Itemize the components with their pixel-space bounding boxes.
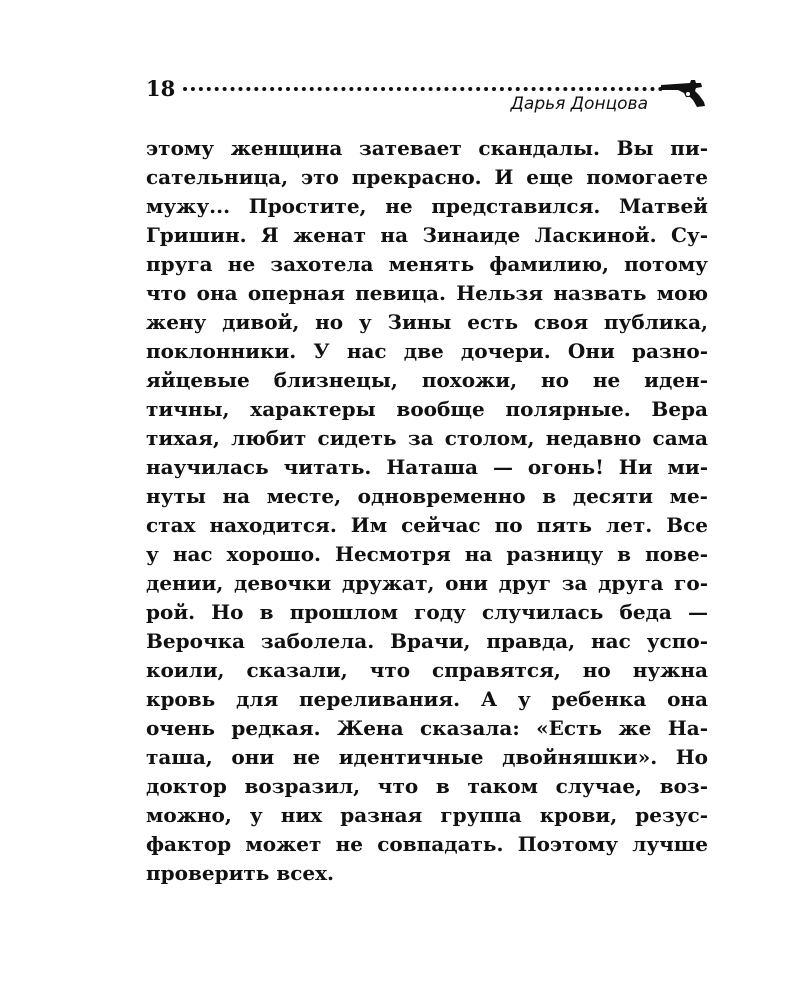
text-line: коили, сказали, что справятся, но нужна bbox=[146, 658, 708, 682]
text-line: нуты на месте, одновременно в десяти ме- bbox=[146, 484, 708, 508]
text-line: этому женщина затевает скандалы. Вы пи- bbox=[146, 136, 708, 160]
page-number: 18 bbox=[146, 76, 176, 101]
body-text bbox=[146, 134, 708, 888]
text-line: тихая, любит сидеть за столом, недавно сама bbox=[146, 426, 708, 450]
text-line: пруга не захотела менять фамилию, потому bbox=[146, 252, 708, 276]
text-line: стах находится. Им сейчас по пять лет. Все bbox=[146, 513, 708, 537]
text-line: дении, девочки дружат, они друг за друга го- bbox=[146, 571, 708, 595]
text-line: научилась читать. Наташа — огонь! Ни ми- bbox=[146, 455, 708, 479]
text-line: Гришин. Я женат на Зинаиде Ласкиной. Су- bbox=[146, 223, 708, 247]
revolver-icon bbox=[660, 76, 708, 108]
text-line: сательница, это прекрасно. И еще помогаете bbox=[146, 165, 708, 189]
text-line: проверить всех. bbox=[146, 861, 335, 885]
text-line: фактор может не совпадать. Поэтому лучше bbox=[146, 832, 708, 856]
text-line: Верочка заболела. Врачи, правда, нас успо- bbox=[146, 629, 708, 653]
text-line: у нас хорошо. Несмотря на разницу в пове- bbox=[146, 542, 708, 566]
text-line: кровь для переливания. А у ребенка она bbox=[146, 687, 708, 711]
text-line: поклонники. У нас две дочери. Они разно- bbox=[146, 339, 708, 363]
text-line: мужу... Простите, не представился. Матвей bbox=[146, 194, 708, 218]
text-line: яйцевые близнецы, похожи, но не иден- bbox=[146, 368, 708, 392]
text-line: тичны, характеры вообще полярные. Вера bbox=[146, 397, 708, 421]
text-line: очень редкая. Жена сказала: «Есть же На- bbox=[146, 716, 708, 740]
text-line: таша, они не идентичные двойняшки». Но bbox=[146, 745, 708, 769]
author-name: Дарья Донцова bbox=[510, 94, 648, 114]
text-line: что она оперная певица. Нельзя назвать мою bbox=[146, 281, 708, 305]
text-line: можно, у них разная группа крови, резус- bbox=[146, 803, 708, 827]
header-dotted-rule bbox=[183, 87, 663, 91]
text-line: жену дивой, но у Зины есть своя публика, bbox=[146, 310, 708, 334]
text-line: рой. Но в прошлом году случилась беда — bbox=[146, 600, 708, 624]
text-line: доктор возразил, что в таком случае, воз- bbox=[146, 774, 708, 798]
